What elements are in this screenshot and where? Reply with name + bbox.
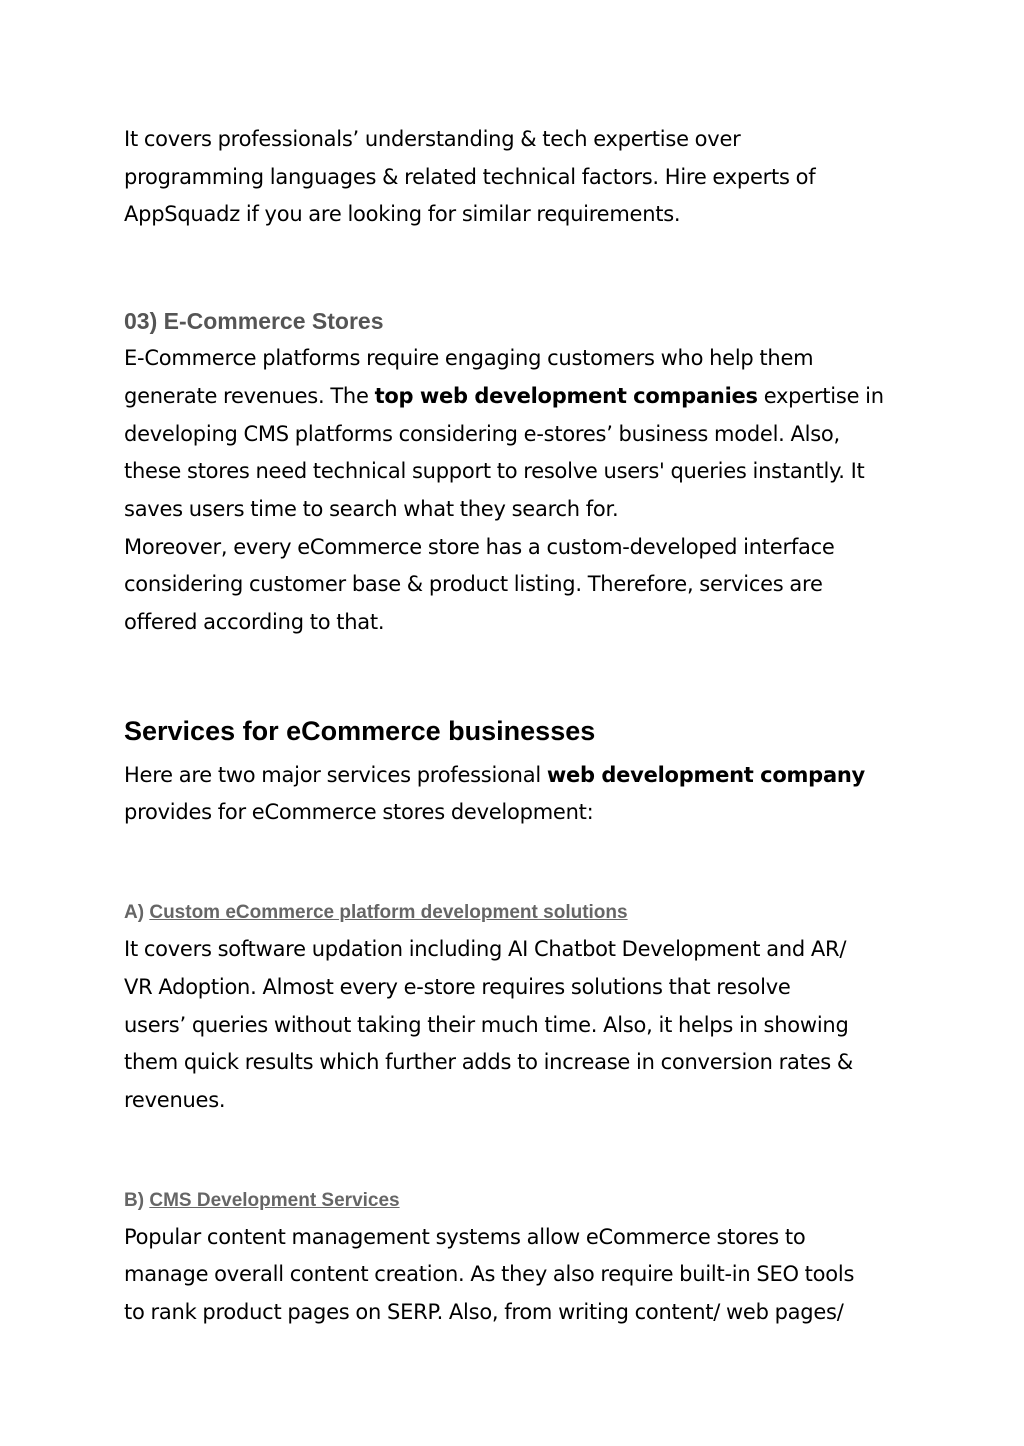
- service-b-link[interactable]: CMS Development Services: [149, 1189, 400, 1211]
- service-a-link[interactable]: Custom eCommerce platform development solutions: [149, 902, 628, 924]
- text-line: E-Commerce platforms require engaging customers who help them: [124, 346, 814, 371]
- bold-keyword: top web development companies: [374, 383, 758, 408]
- text-line: revenues.: [124, 1087, 226, 1112]
- text-line: programming languages & related technical factors. Hire experts of: [124, 164, 816, 189]
- text-line: It covers professionals’ understanding & tech expertise over: [124, 127, 741, 151]
- text-line: saves users time to search what they search for.: [124, 496, 619, 521]
- text-line: provides for eCommerce stores development:: [124, 800, 594, 825]
- ecommerce-stores-paragraph: [124, 340, 914, 529]
- text-line: Popular content management systems allow eCommerce stores to: [124, 1224, 806, 1249]
- text-line: users’ queries without taking their much time. Also, it helps in showing: [124, 1012, 849, 1037]
- ecommerce-stores-heading: 03) E-Commerce Stores: [124, 308, 384, 335]
- document-page: [124, 121, 914, 1332]
- services-heading: Services for eCommerce businesses: [124, 715, 596, 746]
- text-line: to rank product pages on SERP. Also, from writing content/ web pages/: [124, 1300, 844, 1325]
- text-line: Here are two major services professional web development company: [124, 762, 865, 787]
- text-line: Moreover, every eCommerce store has a custom-developed interface: [124, 534, 835, 559]
- text-line: offered according to that.: [124, 610, 385, 635]
- bold-keyword: web development company: [546, 762, 865, 787]
- text-line: AppSquadz if you are looking for similar requirements.: [124, 202, 681, 227]
- services-intro-paragraph: [124, 757, 914, 832]
- ecommerce-stores-paragraph-2: [124, 529, 914, 642]
- service-a-paragraph: [124, 931, 914, 1120]
- text-line: them quick results which further adds to increase in conversion rates &: [124, 1050, 854, 1075]
- service-a-prefix: A): [124, 902, 145, 924]
- service-b-paragraph: [124, 1219, 914, 1332]
- text-line: It covers software updation including AI Chatbot Development and AR/: [124, 937, 847, 962]
- text-line: developing CMS platforms considering e-stores’ business model. Also,: [124, 421, 840, 446]
- service-b-prefix: B): [124, 1189, 145, 1211]
- text-line: generate revenues. The top web development companies expertise in: [124, 383, 884, 408]
- text-line: VR Adoption. Almost every e-store requires solutions that resolve: [124, 974, 791, 999]
- text-line: manage overall content creation. As they also require built-in SEO tools: [124, 1262, 855, 1287]
- intro-paragraph: [124, 121, 914, 234]
- service-a-heading: [124, 900, 914, 926]
- text-line: considering customer base & product listing. Therefore, services are: [124, 572, 823, 597]
- text-line: these stores need technical support to resolve users' queries instantly. It: [124, 459, 865, 484]
- service-b-heading: [124, 1188, 914, 1214]
